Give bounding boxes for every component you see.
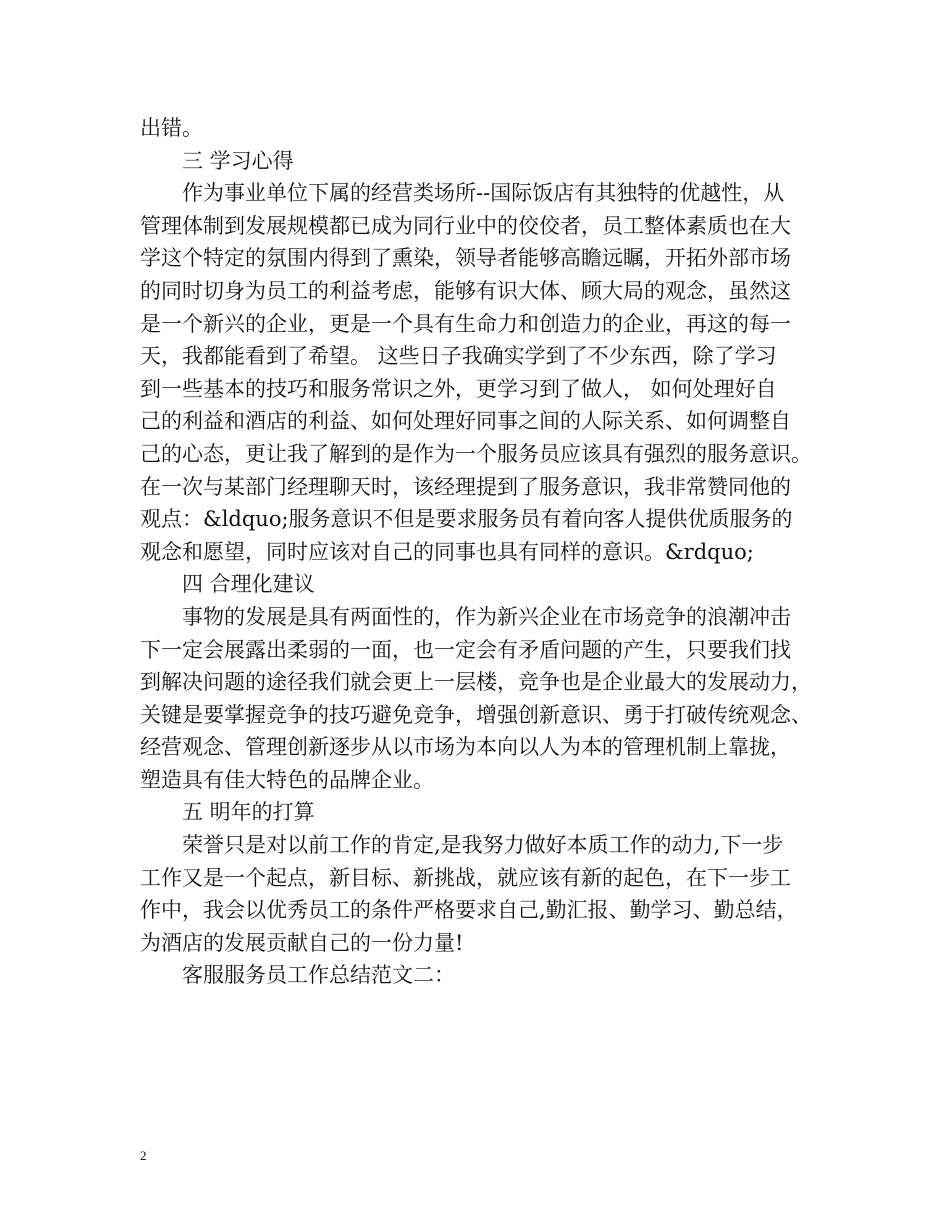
document-body [140, 112, 830, 992]
text-line: 己的心态，更让我了解到的是作为一个服务员应该具有强烈的服务意识。 [140, 441, 812, 466]
text-line: 事物的发展是具有两面性的，作为新兴企业在市场竞争的浪潮冲击 [182, 604, 791, 629]
text-line: 到解决问题的途径我们就会更上一层楼，竞争也是企业最大的发展动力， [140, 670, 812, 695]
text-line: 观点：&ldquo;服务意识不但是要求服务员有着向客人提供优质服务的 [140, 507, 793, 532]
text-line: 客服服务员工作总结范文二： [182, 963, 455, 988]
text-line: 出错。 [140, 116, 203, 140]
text-line: 的同时切身为员工的利益考虑，能够有识大体、顾大局的观念，虽然这 [140, 278, 791, 303]
text-line: 关键是要掌握竞争的技巧避免竞争，增强创新意识、勇于打破传统观念、 [140, 702, 812, 727]
text-line: 经营观念、管理创新逐步从以市场为本向以人为本的管理机制上靠拢， [140, 735, 791, 760]
text-line: 工作又是一个起点，新目标、新挑战，就应该有新的起色，在下一步工 [140, 865, 791, 890]
text-line: 在一次与某部门经理聊天时，该经理提到了服务意识，我非常赞同他的 [140, 474, 791, 499]
text-line: 己的利益和酒店的利益、如何处理好同事之间的人际关系、如何调整自 [140, 409, 791, 434]
text-line: 作为事业单位下属的经营类场所--国际饭店有其独特的优越性，从 [182, 181, 785, 206]
text-line: 作中，我会以优秀员工的条件严格要求自己,勤汇报、勤学习、勤总结， [140, 898, 798, 923]
text-line: 观念和愿望，同时应该对自己的同事也具有同样的意识。&rdquo; [140, 539, 754, 564]
text-line: 三 学习心得 [182, 148, 294, 173]
text-line: 是一个新兴的企业，更是一个具有生命力和创造力的企业，再这的每一 [140, 311, 791, 336]
text-line: 荣誉只是对以前工作的肯定,是我努力做好本质工作的动力,下一步 [182, 833, 784, 858]
text-line: 四 合理化建议 [182, 572, 315, 597]
text-line: 塑造具有佳大特色的品牌企业。 [140, 767, 434, 792]
text-line: 管理体制到发展规模都已成为同行业中的佼佼者，员工整体素质也在大 [140, 213, 791, 238]
page-number: 2 [140, 1148, 147, 1163]
text-line: 学这个特定的氛围内得到了熏染，领导者能够高瞻远瞩，开拓外部市场 [140, 246, 791, 271]
text-line: 天，我都能看到了希望。 这些日子我确实学到了不少东西，除了学习 [140, 344, 777, 369]
text-line: 下一定会展露出柔弱的一面，也一定会有矛盾问题的产生，只要我们找 [140, 637, 791, 662]
text-line: 为酒店的发展贡献自己的一份力量! [140, 930, 464, 955]
text-line: 五 明年的打算 [182, 800, 315, 825]
text-line: 到一些基本的技巧和服务常识之外，更学习到了做人， 如何处理好自 [140, 376, 777, 401]
